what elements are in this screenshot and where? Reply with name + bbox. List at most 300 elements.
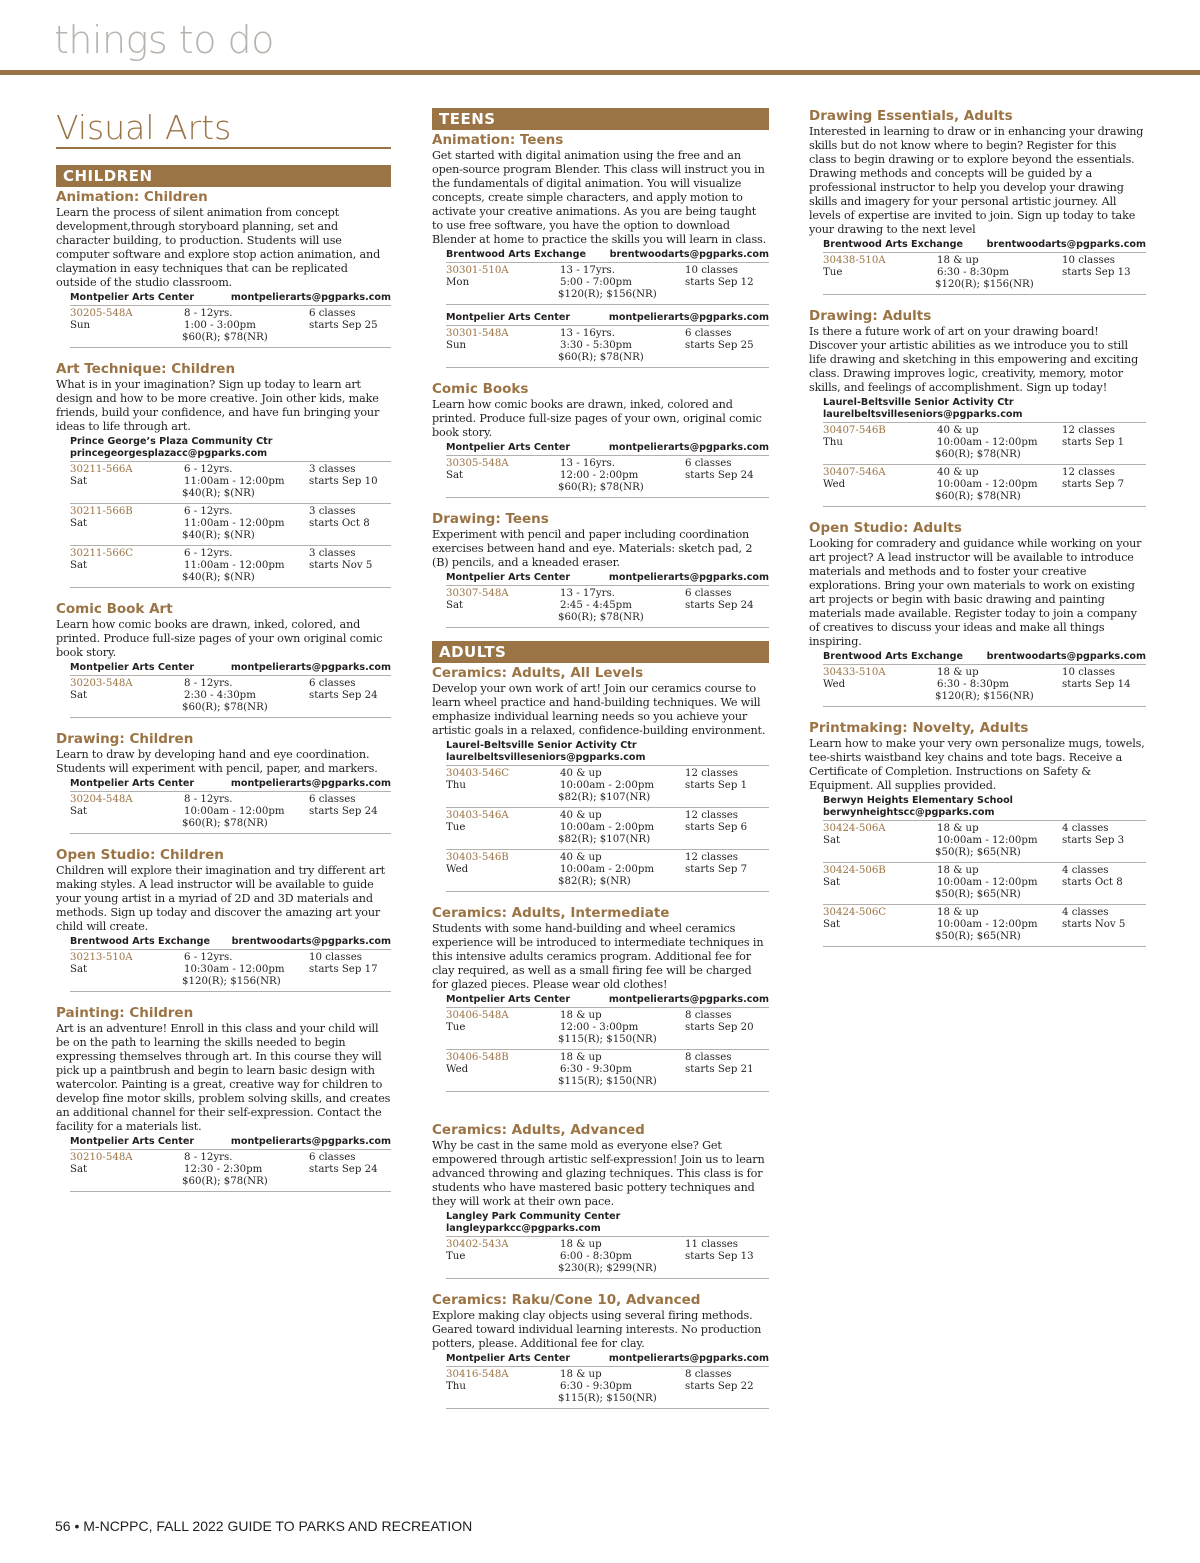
course-description: Art is an adventure! Enroll in this class and your child will be on the path to learning the skills needed to begin expressing themselves through art. In this course they will pick up a paintbrush and begin to learn basic design with watercolor. Painting is a great, creative way for children to develop fine motor skills, problem solving skills, and creates an additional channel for their self-expression. Contact the facility for a materials list.: [56, 1022, 391, 1133]
session-time: 12:00 - 3:00pm: [560, 1022, 639, 1033]
session-time: 10:00am - 12:00pm: [184, 806, 285, 817]
location-email: montpelierarts@pgparks.com: [230, 778, 391, 789]
session-row: [70, 676, 391, 718]
session-day: Thu: [446, 1381, 466, 1392]
session-time: 5:00 - 7:00pm: [560, 277, 632, 288]
session-fee: $60(R); $78(NR): [182, 702, 268, 713]
class-count: 8 classes: [685, 1052, 732, 1063]
course-code: 30416-548A: [446, 1369, 509, 1380]
section-band-adults: ADULTS: [432, 641, 769, 663]
session-day: Thu: [823, 437, 843, 448]
session-fee: $60(R); $78(NR): [558, 352, 644, 363]
session-day: Sat: [70, 518, 88, 529]
session-fee: $50(R); $65(NR): [935, 931, 1021, 942]
age-range: 8 - 12yrs.: [184, 308, 233, 319]
session-day: Sun: [446, 340, 467, 351]
age-range: 18 & up: [560, 1052, 602, 1063]
course-description: Children will explore their imagination and try different art making styles. A lead instructor will be available to guide your young artist in a myriad of 2D and 3D materials and methods. Sign up today and discover the amazing art your child will create.: [56, 864, 385, 933]
location-header: [823, 795, 1146, 821]
start-date: starts Sep 7: [685, 864, 748, 875]
class-count: 12 classes: [1062, 425, 1115, 436]
course-title: Open Studio: Children: [56, 847, 224, 863]
session-row: [823, 465, 1146, 507]
age-range: 13 - 17yrs.: [560, 265, 615, 276]
course-block: [809, 308, 1146, 507]
start-date: starts Sep 25: [685, 340, 754, 351]
session-fee: $82(R); $(NR): [558, 876, 631, 887]
column-3: [809, 108, 1146, 960]
column-2: [432, 108, 769, 1422]
age-range: 40 & up: [560, 768, 602, 779]
class-count: 6 classes: [309, 308, 356, 319]
location-email: laurelbeltsvilleseniors@pgparks.com: [823, 409, 1023, 420]
course-title: Ceramics: Adults, All Levels: [432, 665, 644, 681]
location-email: montpelierarts@pgparks.com: [230, 292, 391, 303]
age-range: 18 & up: [937, 865, 979, 876]
session-day: Wed: [446, 864, 469, 875]
start-date: starts Sep 24: [685, 470, 754, 481]
session-fee: $230(R); $299(NR): [558, 1263, 657, 1274]
course-description: What is in your imagination? Sign up today to learn art design and how to be more creative. Join other kids, make friends, build your confidence, and have fun bringing your ideas to life through art.: [56, 378, 380, 433]
session-fee: $82(R); $107(NR): [558, 834, 651, 845]
class-count: 6 classes: [685, 588, 732, 599]
location-header: [70, 778, 391, 792]
start-date: starts Oct 8: [309, 518, 370, 529]
page-footer: 56 • M-NCPPC, FALL 2022 GUIDE TO PARKS AND RECREATION: [55, 1518, 473, 1534]
class-count: 4 classes: [1062, 823, 1109, 834]
course-block: [809, 520, 1146, 707]
location-name: Laurel-Beltsville Senior Activity Ctr: [823, 397, 1014, 408]
session-fee: $115(R); $150(NR): [558, 1076, 657, 1087]
location-header: [70, 436, 391, 462]
course-block: [432, 132, 769, 368]
location-name: Langley Park Community Center: [446, 1211, 621, 1222]
location-header: [70, 1136, 391, 1150]
course-block: [432, 665, 769, 892]
session-fee: $40(R); $(NR): [182, 530, 255, 541]
session-day: Sat: [70, 476, 88, 487]
session-time: 12:30 - 2:30pm: [184, 1164, 263, 1175]
class-count: 3 classes: [309, 464, 356, 475]
age-range: 40 & up: [937, 425, 979, 436]
class-count: 12 classes: [685, 768, 738, 779]
location-header: [70, 936, 391, 950]
session-time: 10:00am - 12:00pm: [937, 437, 1038, 448]
session-fee: $60(R); $78(NR): [558, 612, 644, 623]
class-count: 3 classes: [309, 548, 356, 559]
location-name: Montpelier Arts Center: [70, 662, 195, 673]
session-fee: $115(R); $150(NR): [558, 1034, 657, 1045]
course-code: 30211-566B: [70, 506, 133, 517]
course-block: [432, 905, 769, 1092]
location-header: [823, 397, 1146, 423]
page-title: Visual Arts: [56, 109, 391, 149]
course-block: [432, 381, 769, 498]
course-title: Painting: Children: [56, 1005, 194, 1021]
location-header: [446, 249, 769, 263]
course-description: Explore making clay objects using several firing methods. Geared toward individual learning interests. No production potters, please. Additional fee for clay.: [432, 1309, 762, 1350]
session-row: [70, 306, 391, 348]
session-fee: $115(R); $150(NR): [558, 1393, 657, 1404]
session-day: Sat: [70, 560, 88, 571]
session-time: 6:30 - 9:30pm: [560, 1381, 632, 1392]
course-block: [56, 847, 391, 992]
age-range: 18 & up: [937, 667, 979, 678]
location-name: Montpelier Arts Center: [446, 994, 571, 1005]
start-date: starts Sep 13: [1062, 267, 1131, 278]
location-header: [446, 994, 769, 1008]
class-count: 11 classes: [685, 1239, 738, 1250]
session-day: Sat: [823, 835, 841, 846]
session-fee: $82(R); $107(NR): [558, 792, 651, 803]
location-header: [446, 1353, 769, 1367]
course-title: Drawing: Teens: [432, 511, 549, 527]
session-row: [70, 1150, 391, 1192]
age-range: 13 - 16yrs.: [560, 458, 615, 469]
course-description: Students with some hand-building and wheel ceramics experience will be introduced to intermediate techniques in this intensive adults ceramics program. Additional fee for clay required, as well as a small firing fee will be charged for glazed pieces. Please wear old clothes!: [432, 922, 764, 991]
class-count: 10 classes: [1062, 255, 1115, 266]
course-description: Learn how comic books are drawn, inked, colored, and printed. Produce full-size pages of your own original comic book story.: [56, 618, 383, 659]
session-row: [446, 1050, 769, 1092]
age-range: 40 & up: [560, 852, 602, 863]
course-code: 30406-548A: [446, 1010, 509, 1021]
course-block: [432, 1122, 769, 1279]
session-time: 10:00am - 2:00pm: [560, 864, 655, 875]
session-row: [70, 950, 391, 992]
location-name: Brentwood Arts Exchange: [823, 651, 963, 662]
location-name: Laurel-Beltsville Senior Activity Ctr: [446, 740, 637, 751]
location-header: [823, 239, 1146, 253]
course-code: 30424-506A: [823, 823, 886, 834]
course-code: 30210-548A: [70, 1152, 133, 1163]
age-range: 6 - 12yrs.: [184, 548, 233, 559]
column-1: [56, 108, 391, 1205]
location-header: [446, 572, 769, 586]
course-title: Open Studio: Adults: [809, 520, 962, 536]
location-email: brentwoodarts@pgparks.com: [609, 249, 769, 260]
course-title: Drawing Essentials, Adults: [809, 108, 1013, 124]
session-time: 11:00am - 12:00pm: [184, 560, 285, 571]
age-range: 18 & up: [937, 907, 979, 918]
location-name: Brentwood Arts Exchange: [70, 936, 210, 947]
course-title: Ceramics: Adults, Advanced: [432, 1122, 645, 1138]
session-day: Tue: [446, 822, 466, 833]
session-time: 10:00am - 12:00pm: [937, 919, 1038, 930]
class-count: 12 classes: [685, 852, 738, 863]
session-row: [446, 766, 769, 808]
location-name: Montpelier Arts Center: [446, 442, 571, 453]
session-fee: $120(R); $156(NR): [935, 279, 1034, 290]
session-fee: $120(R); $156(NR): [935, 691, 1034, 702]
location-name: Berwyn Heights Elementary School: [823, 795, 1013, 806]
session-row: [446, 263, 769, 305]
class-count: 6 classes: [309, 1152, 356, 1163]
session-time: 12:00 - 2:00pm: [560, 470, 639, 481]
session-row: [823, 905, 1146, 947]
age-range: 6 - 12yrs.: [184, 952, 233, 963]
session-fee: $120(R); $156(NR): [558, 289, 657, 300]
course-code: 30438-510A: [823, 255, 886, 266]
location-email: laurelbeltsvilleseniors@pgparks.com: [446, 752, 646, 763]
course-code: 30307-548A: [446, 588, 509, 599]
session-day: Tue: [446, 1022, 466, 1033]
course-code: 30407-546B: [823, 425, 886, 436]
class-count: 6 classes: [685, 328, 732, 339]
course-code: 30403-546A: [446, 810, 509, 821]
location-email: montpelierarts@pgparks.com: [230, 1136, 391, 1147]
age-range: 18 & up: [560, 1010, 602, 1021]
course-code: 30406-548B: [446, 1052, 509, 1063]
age-range: 18 & up: [560, 1369, 602, 1380]
start-date: starts Sep 6: [685, 822, 748, 833]
course-description: Get started with digital animation using the free and an open-source program Blender. This class will instruct you in the fundamentals of digital animation. You will visualize concepts, create simple characters, and apply motion to activate your creative animations. As you are being taught to use free software, you have the option to download Blender at home to practice the skills you will learn in class.: [432, 149, 767, 246]
session-fee: $40(R); $(NR): [182, 572, 255, 583]
start-date: starts Sep 7: [1062, 479, 1125, 490]
location-header: [446, 312, 769, 326]
session-time: 3:30 - 5:30pm: [560, 340, 632, 351]
start-date: starts Sep 22: [685, 1381, 754, 1392]
course-block: [56, 361, 391, 588]
age-range: 13 - 17yrs.: [560, 588, 615, 599]
start-date: starts Sep 17: [309, 964, 378, 975]
class-count: 3 classes: [309, 506, 356, 517]
course-code: 30402-543A: [446, 1239, 509, 1250]
session-day: Wed: [823, 479, 846, 490]
session-row: [446, 808, 769, 850]
class-count: 6 classes: [309, 678, 356, 689]
course-title: Art Technique: Children: [56, 361, 236, 377]
header-title: things to do: [54, 18, 274, 62]
session-fee: $50(R); $65(NR): [935, 889, 1021, 900]
session-time: 10:30am - 12:00pm: [184, 964, 285, 975]
section-band-children: CHILDREN: [56, 165, 391, 187]
start-date: starts Nov 5: [309, 560, 373, 571]
session-day: Sat: [823, 919, 841, 930]
age-range: 40 & up: [937, 467, 979, 478]
session-row: [70, 504, 391, 546]
course-code: 30211-566C: [70, 548, 134, 559]
session-time: 6:30 - 8:30pm: [937, 679, 1009, 690]
course-description: Looking for comradery and guidance while working on your art project? A lead instructor will be available to introduce materials and methods and to foster your creative explorations. Bring your own materials to work on existing art projects or begin with basic drawing and painting materials made available. Register today to join a company of creatives to discuss your ideas and make all things inspiring.: [809, 537, 1142, 648]
location-name: Prince George’s Plaza Community Ctr: [70, 436, 273, 447]
session-row: [70, 546, 391, 588]
session-row: [823, 423, 1146, 465]
session-fee: $60(R); $78(NR): [182, 1176, 268, 1187]
session-fee: $60(R); $78(NR): [558, 482, 644, 493]
course-code: 30301-548A: [446, 328, 509, 339]
start-date: starts Sep 25: [309, 320, 378, 331]
class-count: 4 classes: [1062, 865, 1109, 876]
location-email: montpelierarts@pgparks.com: [608, 994, 769, 1005]
session-day: Sat: [70, 806, 88, 817]
age-range: 8 - 12yrs.: [184, 678, 233, 689]
header-rule: [0, 70, 1200, 75]
course-code: 30204-548A: [70, 794, 133, 805]
session-time: 11:00am - 12:00pm: [184, 518, 285, 529]
start-date: starts Sep 3: [1062, 835, 1125, 846]
course-title: Animation: Teens: [432, 132, 564, 148]
age-range: 8 - 12yrs.: [184, 1152, 233, 1163]
course-title: Ceramics: Raku/Cone 10, Advanced: [432, 1292, 701, 1308]
location-email: brentwoodarts@pgparks.com: [986, 239, 1146, 250]
location-name: Brentwood Arts Exchange: [446, 249, 586, 260]
session-time: 1:00 - 3:00pm: [184, 320, 256, 331]
course-block: [809, 108, 1146, 295]
class-count: 8 classes: [685, 1010, 732, 1021]
session-day: Sat: [823, 877, 841, 888]
class-count: 10 classes: [309, 952, 362, 963]
start-date: starts Sep 1: [685, 780, 748, 791]
course-block: [56, 601, 391, 718]
session-row: [823, 665, 1146, 707]
session-time: 11:00am - 12:00pm: [184, 476, 285, 487]
location-header: [823, 651, 1146, 665]
location-header: [70, 662, 391, 676]
course-title: Comic Book Art: [56, 601, 173, 617]
age-range: 6 - 12yrs.: [184, 506, 233, 517]
course-code: 30424-506C: [823, 907, 887, 918]
session-row: [823, 863, 1146, 905]
location-email: montpelierarts@pgparks.com: [608, 312, 769, 323]
class-count: 10 classes: [1062, 667, 1115, 678]
location-email: montpelierarts@pgparks.com: [608, 572, 769, 583]
start-date: starts Sep 24: [309, 806, 378, 817]
session-row: [446, 1008, 769, 1050]
course-description: Learn how comic books are drawn, inked, colored and printed. Produce full-size pages of your own, original comic book story.: [432, 398, 762, 439]
session-fee: $40(R); $(NR): [182, 488, 255, 499]
location-email: montpelierarts@pgparks.com: [608, 1353, 769, 1364]
start-date: starts Sep 13: [685, 1251, 754, 1262]
course-code: 30424-506B: [823, 865, 886, 876]
course-description: Learn to draw by developing hand and eye coordination. Students will experiment with pencil, paper, and markers.: [56, 748, 378, 775]
session-time: 10:00am - 12:00pm: [937, 877, 1038, 888]
start-date: starts Sep 24: [309, 1164, 378, 1175]
session-day: Sat: [70, 690, 88, 701]
location-email: brentwoodarts@pgparks.com: [986, 651, 1146, 662]
location-name: Montpelier Arts Center: [446, 572, 571, 583]
course-block: [432, 511, 769, 628]
age-range: 18 & up: [937, 255, 979, 266]
location-name: Montpelier Arts Center: [70, 778, 195, 789]
start-date: starts Sep 12: [685, 277, 754, 288]
course-description: Is there a future work of art on your drawing board! Discover your artistic abilities as we introduce you to still life drawing and sketching in this empowering and exciting class. Drawing improves logic, creativity, memory, motor skills, and feelings of accomplishment. Sign up today!: [809, 325, 1139, 394]
course-description: Develop your own work of art! Join our ceramics course to learn wheel practice and hand-building techniques. We will emphasize individual learning needs so you achieve your artistic goals in a relaxed, confidence-building environment.: [432, 682, 766, 737]
session-row: [446, 1367, 769, 1409]
location-email: montpelierarts@pgparks.com: [230, 662, 391, 673]
session-time: 2:30 - 4:30pm: [184, 690, 256, 701]
course-code: 30305-548A: [446, 458, 509, 469]
course-block: [56, 731, 391, 834]
session-day: Sat: [446, 600, 464, 611]
session-time: 10:00am - 12:00pm: [937, 479, 1038, 490]
course-title: Comic Books: [432, 381, 529, 397]
session-fee: $60(R); $78(NR): [935, 449, 1021, 460]
age-range: 18 & up: [937, 823, 979, 834]
session-time: 10:00am - 2:00pm: [560, 822, 655, 833]
class-count: 4 classes: [1062, 907, 1109, 918]
session-time: 6:00 - 8:30pm: [560, 1251, 632, 1262]
session-row: [823, 821, 1146, 863]
section-band-teens: TEENS: [432, 108, 769, 130]
start-date: starts Sep 20: [685, 1022, 754, 1033]
course-block: [809, 720, 1146, 947]
start-date: starts Oct 8: [1062, 877, 1123, 888]
session-row: [70, 792, 391, 834]
start-date: starts Sep 1: [1062, 437, 1125, 448]
session-fee: $60(R); $78(NR): [935, 491, 1021, 502]
start-date: starts Sep 14: [1062, 679, 1131, 690]
course-description: Learn the process of silent animation from concept development,through storyboard planning, set and character building, to production. Students will use computer software and explore stop action animation, and claymation in easy techniques that can be replicated outside of the studio classroom.: [56, 206, 381, 289]
location-header: [70, 292, 391, 306]
course-code: 30433-510A: [823, 667, 886, 678]
session-time: 6:30 - 8:30pm: [937, 267, 1009, 278]
session-fee: $50(R); $65(NR): [935, 847, 1021, 858]
session-row: [446, 456, 769, 498]
course-title: Animation: Children: [56, 189, 208, 205]
class-count: 6 classes: [685, 458, 732, 469]
session-row: [446, 1237, 769, 1279]
location-email: brentwoodarts@pgparks.com: [231, 936, 391, 947]
course-title: Ceramics: Adults, Intermediate: [432, 905, 670, 921]
course-code: 30203-548A: [70, 678, 133, 689]
course-code: 30301-510A: [446, 265, 509, 276]
location-name: Montpelier Arts Center: [70, 1136, 195, 1147]
class-count: 12 classes: [1062, 467, 1115, 478]
class-count: 8 classes: [685, 1369, 732, 1380]
location-header: [446, 442, 769, 456]
location-header: [446, 740, 769, 766]
age-range: 13 - 16yrs.: [560, 328, 615, 339]
location-email: berwynheightscc@pgparks.com: [823, 807, 995, 818]
session-time: 10:00am - 12:00pm: [937, 835, 1038, 846]
course-description: Learn how to make your very own personalize mugs, towels, tee-shirts waistband key chains and tote bags. Receive a Certificate of Completion. Instructions on Safety & Equipment. All supplies provided.: [809, 737, 1145, 792]
course-block: [56, 1005, 391, 1192]
start-date: starts Sep 21: [685, 1064, 754, 1075]
start-date: starts Sep 24: [309, 690, 378, 701]
course-description: Interested in learning to draw or in enhancing your drawing skills but do not know where to begin? Register for this class to begin drawing or to explore beyond the essentials. Drawing methods and concepts will be guided by a professional instructor to help you develop your drawing skills and imagery for your personal artistic journey. All levels of expertise are invited to join. Sign up today to take your drawing to the next level: [809, 125, 1144, 236]
location-email: princegeorgesplazacc@pgparks.com: [70, 448, 268, 459]
session-fee: $60(R); $78(NR): [182, 818, 268, 829]
course-code: 30407-546A: [823, 467, 886, 478]
class-count: 6 classes: [309, 794, 356, 805]
session-fee: $120(R); $156(NR): [182, 976, 281, 987]
course-title: Printmaking: Novelty, Adults: [809, 720, 1029, 736]
session-day: Sat: [446, 470, 464, 481]
location-name: Brentwood Arts Exchange: [823, 239, 963, 250]
session-row: [70, 462, 391, 504]
class-count: 12 classes: [685, 810, 738, 821]
course-code: 30205-548A: [70, 308, 133, 319]
course-description: Experiment with pencil and paper including coordination exercises between hand and eye. Materials: sketch pad, 2 (B) pencils, and a kneaded eraser.: [432, 528, 753, 569]
course-code: 30213-510A: [70, 952, 133, 963]
course-block: [432, 1292, 769, 1409]
session-day: Tue: [446, 1251, 466, 1262]
course-block: [56, 189, 391, 348]
course-title: Drawing: Adults: [809, 308, 932, 324]
session-day: Wed: [446, 1064, 469, 1075]
session-row: [823, 253, 1146, 295]
course-title: Drawing: Children: [56, 731, 194, 747]
session-row: [446, 586, 769, 628]
session-row: [446, 850, 769, 892]
start-date: starts Sep 10: [309, 476, 378, 487]
session-day: Sun: [70, 320, 91, 331]
session-day: Sat: [70, 964, 88, 975]
location-header: [446, 1211, 769, 1237]
session-day: Sat: [70, 1164, 88, 1175]
location-name: Montpelier Arts Center: [446, 1353, 571, 1364]
session-day: Thu: [446, 780, 466, 791]
